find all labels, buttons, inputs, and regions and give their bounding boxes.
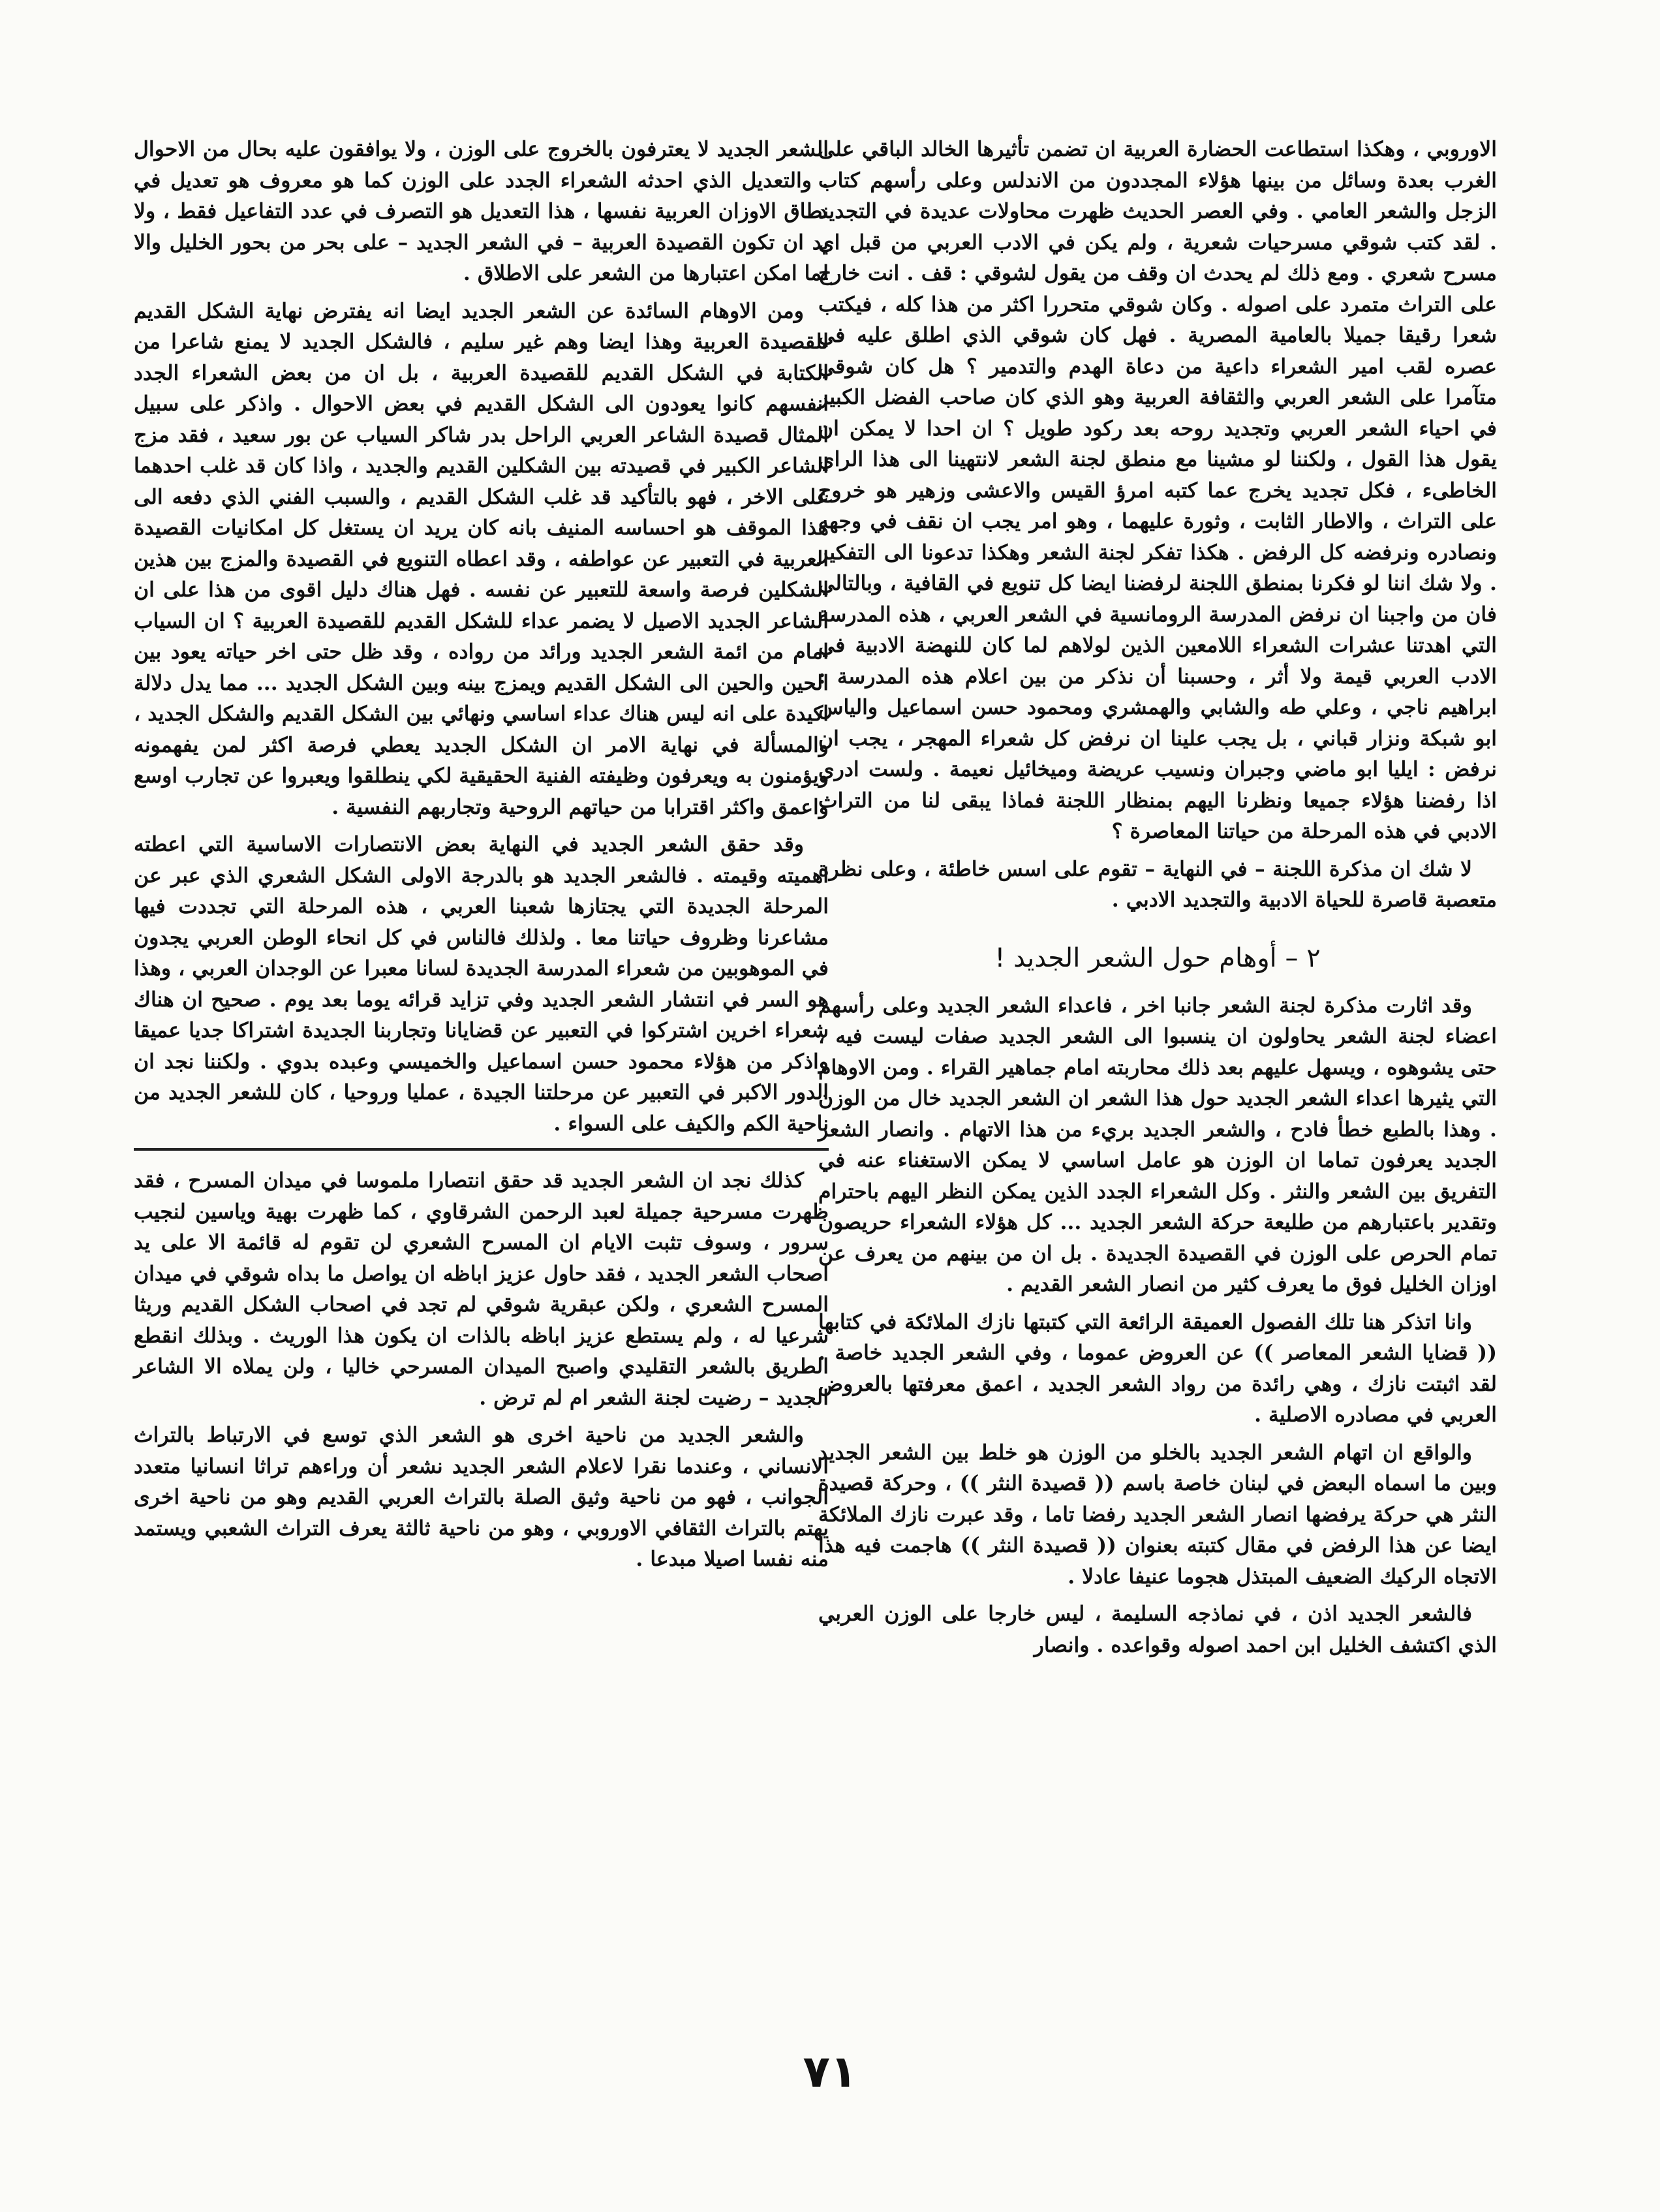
left-column xyxy=(134,134,829,1581)
article-paragraph: كذلك نجد ان الشعر الجديد قد حقق انتصارا ملموسا في ميدان المسرح ، فقد ظهرت مسرحية جميلة لعبد الرحمن الشرقاوي ، كما ظهرت بهية وياسين لنجيب سرور ، وسوف تثبت الايام ان المسرح الشعري لن تقوم له قائمة الا على يد اصحاب الشعر الجديد ، فقد حاول عزيز اباظه ان يواصل ما بداه شوقي في ميدان المسرح الشعري ، ولكن عبقرية شوقي لم تجد في اصحاب الشكل القديم وريثا شرعيا له ، ولم يستطع عزيز اباظه بالذات ان يكون هذا الوريث . وبذلك انقطع الطريق بالشعر التقليدي واصبح الميدان المسرحي خاليا ، ولن يملاه الا الشاعر الجديد – رضيت لجنة الشعر ام لم ترض . xyxy=(134,1168,829,1410)
article-paragraph: وقد حقق الشعر الجديد في النهاية بعض الانتصارات الاساسية التي اعطته اهميته وقيمته . فالشعر الجديد هو بالدرجة الاولى الشكل الشعري الذي عبر عن المرحلة الجديدة التي يجتازها شعبنا العربي ، هذه المرحلة التي تجددت فيها مشاعرنا وظروف حياتنا معا . ولذلك فالناس في كل انحاء الوطن العربي يجدون في الموهوبين من شعراء المدرسة الجديدة لسانا معبرا عن الوجدان العربي ، وهذا هو السر في انتشار الشعر الجديد وفي تزايد قرائه يوما بعد يوم . صحيح ان هناك شعراء اخرين اشتركوا في التعبير عن قضايانا وتجاربنا الجديدة اشتراكا جديا عميقا واذكر من هؤلاء محمود حسن اسماعيل والخميسي وعبده بدوي . ولكننا نجد ان الدور الاكبر في التعبير عن مرحلتنا الجيدة ، عمليا وروحيا ، كان للشعر الجديد من ناحية الكم والكيف على السواء . xyxy=(134,832,829,1136)
article-paragraph: الشعر الجديد لا يعترفون بالخروج على الوزن ، ولا يوافقون عليه بحال من الاحوال . والتعديل الذي احدثه الشعراء الجدد على الوزن كما هو معروف هو تعديل في نطاق الاوزان العربية نفسها ، هذا التعديل هو التصرف في عدد التفاعيل فقط ، ولا بد ان تكون القصيدة العربية – في الشعر الجديد – على بحر من بحور الخليل والا لما امكن اعتبارها من الشعر على الاطلاق . xyxy=(134,137,829,285)
article-paragraph: وقد اثارت مذكرة لجنة الشعر جانبا اخر ، فاعداء الشعر الجديد وعلى رأسهم اعضاء لجنة الشعر يحاولون ان ينسبوا الى الشعر الجديد صفات ليست فيه ، حتى يشوهوه ، ويسهل عليهم بعد ذلك محاربته امام جماهير القراء . ومن الاوهام التي يثيرها اعداء الشعر الجديد حول هذا الشعر ان الشعر الجديد خال من الوزن . وهذا بالطبع خطأ فادح ، والشعر الجديد بريء من هذا الاتهام . وانصار الشعر الجديد يعرفون تماما ان الوزن هو عامل اساسي لا يمكن الاستغناء عنه في التفريق بين الشعر والنثر . وكل الشعراء الجدد الذين يمكن النظر اليهم باحترام وتقدير باعتبارهم من طليعة حركة الشعر الجديد ... كل هؤلاء الشعراء حريصون تمام الحرص على الوزن في القصيدة الجديدة . بل ان من بينهم من يعرف عن اوزان الخليل فوق ما يعرف كثير من انصار الشعر القديم . xyxy=(818,993,1497,1296)
article-paragraph: فالشعر الجديد اذن ، في نماذجه السليمة ، ليس خارجا على الوزن العربي الذي اكتشف الخليل ابن احمد اصوله وقواعده . وانصار xyxy=(818,1602,1497,1657)
article-paragraph: والواقع ان اتهام الشعر الجديد بالخلو من الوزن هو خلط بين الشعر الجديد وبين ما اسماه البعض في لبنان خاصة باسم (( قصيدة النثر )) ، وحركة قصيدة النثر هي حركة يرفضها انصار الشعر الجديد رفضا تاما ، وقد عبرت نازك الملائكة ايضا عن هذا الرفض في مقال كتبته بعنوان (( قصيدة النثر )) هاجمت فيه هذا الاتجاه الركيك الضعيف المبتذل هجوما عنيفا عادلا . xyxy=(818,1440,1497,1589)
section-heading: ٢ – أوهام حول الشعر الجديد ! xyxy=(994,942,1321,973)
page-number: ٧١ xyxy=(803,2046,857,2098)
article-paragraph: ومن الاوهام السائدة عن الشعر الجديد ايضا انه يفترض نهاية الشكل القديم للقصيدة العربية وهذا ايضا وهم غير سليم ، فالشكل الجديد لا يمنع شاعرا من الكتابة في الشكل القديم للقصيدة العربية ، بل ان من بعض الشعراء الجدد انفسهم كانوا يعودون الى الشكل القديم في بعض الاحوال . واذكر على سبيل المثال قصيدة الشاعر العربي الراحل بدر شاكر السياب عن بور سعيد ، فقد مزج الشاعر الكبير في قصيدته بين الشكلين القديم والجديد ، واذا كان قد غلب احدهما على الاخر ، فهو بالتأكيد قد غلب الشكل القديم ، والسبب الفني الذي دفعه الى هذا الموقف هو احساسه المنيف بانه كان يريد ان يستغل كل امكانيات القصيدة العربية في التعبير عن عواطفه ، وقد اعطاه التنويع في القصيدة والمزج بين هذين الشكلين فرصة واسعة للتعبير عن نفسه . فهل هناك دليل اقوى من هذا على ان الشاعر الجديد الاصيل لا يضمر عداء للشكل القديم للقصيدة العربية ؟ ان السياب امام من ائمة الشعر الجديد ورائد من رواده ، وقد ظل حتى اخر حياته يعود بين الحين والحين الى الشكل القديم ويمزج بينه وبين الشكل الجديد ... مما يدل دلالة اكيدة على انه ليس هناك عداء اساسي ونهائي بين الشكل القديم والشكل الجديد ، والمسألة في نهاية الامر ان الشكل الجديد يعطي فرصة اكثر لمن يفهمونه ويؤمنون به ويعرفون وظيفته الفنية الحقيقية لكي ينطلقوا ويعبروا عن تجارب اوسع واعمق واكثر اقترابا من حياتهم الروحية وتجاربهم النفسية . xyxy=(134,298,829,819)
article-paragraph: الاوروبي ، وهكذا استطاعت الحضارة العربية ان تضمن تأثيرها الخالد الباقي على الغرب بعدة وسائل من بينها هؤلاء المجددون من الاندلس وعلى رأسهم كتاب الزجل والشعر العامي . وفي العصر الحديث ظهرت محاولات عديدة في التجديد . لقد كتب شوقي مسرحيات شعرية ، ولم يكن في الادب العربي من قبل اي مسرح شعري . ومع ذلك لم يحدث ان وقف من يقول لشوقي : قف . انت خارج على التراث متمرد على اصوله . وكان شوقي متحررا اكثر من هذا كله ، فيكتب شعرا رقيقا جميلا بالعامية المصرية . فهل كان شوقي الذي اطلق عليه في عصره لقب امير الشعراء داعية من دعاة الهدم والتدمير ؟ هل كان شوقي متآمرا على الشعر العربي والثقافة العربية وهو الذي كان صاحب الفضل الكبير في احياء الشعر العربي وتجديد روحه بعد ركود طويل ؟ ان احدا لا يمكن ان يقول هذا القول ، ولكننا لو مشينا مع منطق لجنة الشعر لانتهينا الى هذا الراي الخاطىء ، فكل تجديد يخرج عما كتبه امرؤ القيس والاعشى وزهير هو خروج على التراث ، والاطار الثابت ، وثورة عليهما ، وهو امر يجب ان نقف في وجهه ونصادره ونرفضه كل الرفض . هكذا تفكر لجنة الشعر وهكذا تدعونا الى التفكير . ولا شك اننا لو فكرنا بمنطق اللجنة لرفضنا ايضا كل تنويع في القافية ، وبالتالي فان من واجبنا ان نرفض المدرسة الرومانسية في الشعر العربي ، هذه المدرسة التي اهدتنا عشرات الشعراء اللامعين الذين لولاهم لما كان للنهضة الادبية في الادب العربي قيمة ولا أثر ، وحسبنا أن نذكر من بين اعلام هذه المدرسة : ابراهيم ناجي ، وعلي طه والشابي والهمشري ومحمود حسن اسماعيل والياس ابو شبكة ونزار قباني ، بل يجب علينا ان نرفض كل شعراء المهجر ، يجب ان نرفض : ايليا ابو ماضي وجبران ونسيب عريضة وميخائيل نعيمة . ولست ادري اذا رفضنا هؤلاء جميعا ونظرنا اليهم بمنظار اللجنة فماذا يبقى لنا من التراث الادبي في هذه المرحلة من حياتنا المعاصرة ؟ xyxy=(818,137,1497,843)
right-column xyxy=(818,134,1497,1667)
article-paragraph: لا شك ان مذكرة اللجنة – في النهاية – تقوم على اسس خاطئة ، وعلى نظرة متعصبة قاصرة للحياة الادبية والتجديد الادبي . xyxy=(818,856,1497,912)
article-paragraph: والشعر الجديد من ناحية اخرى هو الشعر الذي توسع في الارتباط بالتراث الانساني ، وعندما نقرا لاعلام الشعر الجديد نشعر أن وراءهم تراثا انسانيا متعدد الجوانب ، فهو من ناحية وثيق الصلة بالتراث العربي القديم وهو من ناحية اخرى يهتم بالتراث الثقافي الاوروبي ، وهو من ناحية ثالثة يعرف التراث الشعبي ويستمد منه نفسا اصيلا مبدعا . xyxy=(134,1423,829,1571)
article-paragraph: وانا اتذكر هنا تلك الفصول العميقة الرائعة التي كتبتها نازك الملائكة في كتابها (( قضايا الشعر المعاصر )) عن العروض عموما ، وفي الشعر الجديد خاصة . لقد اثبتت نازك ، وهي رائدة من رواد الشعر الجديد ، اعمق معرفتها بالعروض العربي في مصادره الاصلية . xyxy=(818,1309,1497,1427)
column-divider xyxy=(134,1148,829,1151)
